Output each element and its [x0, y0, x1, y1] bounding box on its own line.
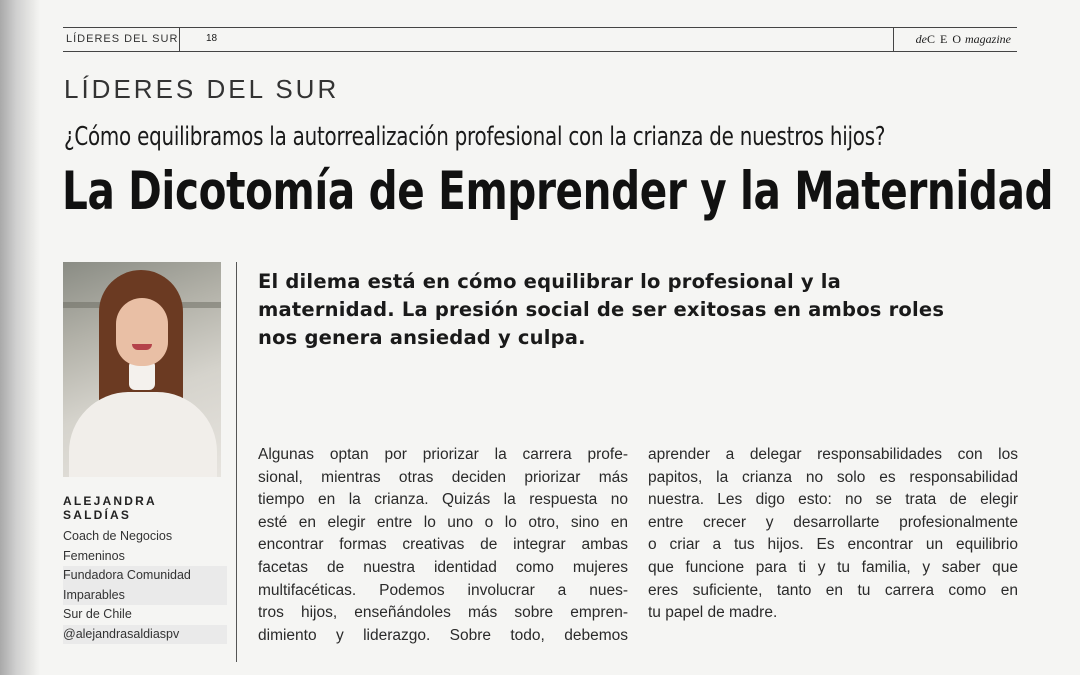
- article-subtitle: ¿Cómo equilibramos la autorrealización profesional con la crianza de nuestros hijos?: [64, 122, 886, 152]
- author-organization: Fundadora Comunidad: [63, 566, 227, 586]
- lede-line: maternidad. La presión social de ser exitosas en ambos roles: [258, 298, 945, 321]
- body-line: tros hijos, enseñándoles más sobre empren-: [258, 604, 628, 622]
- body-line: que funcione para ti y tu familia, y saber que: [648, 558, 1018, 576]
- body-line: papitos, la crianza no solo es responsabilidad: [648, 468, 1018, 486]
- body-line: entre crecer y desarrollarte profesionalmente: [648, 513, 1018, 531]
- body-line: aprender a delegar responsabilidades con los: [648, 446, 1018, 463]
- body-line: dimiento y liderazgo. Sobre todo, debemos: [258, 626, 628, 644]
- body-line: tu papel de madre.: [648, 604, 778, 622]
- author-role: Coach de Negocios: [63, 529, 173, 543]
- page-gutter-shadow: [0, 0, 40, 675]
- magazine-ceo: C E O: [927, 32, 962, 46]
- author-name: ALEJANDRA SALDÍAS: [63, 494, 157, 522]
- article-lede: [258, 268, 1018, 352]
- photo-smile: [132, 344, 152, 350]
- photo-face: [116, 298, 168, 366]
- magazine-prefix: de: [915, 32, 927, 46]
- header-divider: [179, 28, 180, 51]
- running-header-section: LÍDERES DEL SUR: [66, 33, 179, 45]
- author-bio: [63, 494, 227, 644]
- header-divider: [893, 28, 894, 51]
- author-organization: Imparables: [63, 586, 227, 606]
- magazine-logo: [916, 32, 1011, 47]
- magazine-suffix: magazine: [962, 32, 1011, 46]
- body-line: encontrar formas creativas de integrar ambas: [258, 536, 628, 554]
- body-line: esté en elegir entre lo uno o lo otro, sino en: [258, 513, 628, 531]
- body-line: eres suficiente, tanto en tu carrera como en: [648, 581, 1018, 599]
- body-column-1: [258, 444, 628, 647]
- body-line: Algunas optan por priorizar la carrera profe-: [258, 446, 628, 463]
- lede-line: nos genera ansiedad y culpa.: [258, 326, 586, 349]
- photo-sweater: [69, 392, 217, 477]
- body-column-2: [648, 444, 1018, 625]
- body-line: sional, mientras otras deciden priorizar más: [258, 468, 628, 486]
- body-line: multifacéticas. Podemos involucrar a nues-: [258, 581, 628, 599]
- author-handle[interactable]: @alejandrasaldiaspv: [63, 625, 227, 645]
- author-photo: [63, 262, 221, 477]
- author-location: Sur de Chile: [63, 607, 132, 621]
- lede-line: El dilema está en cómo equilibrar lo profesional y la: [258, 270, 842, 293]
- author-role: Femeninos: [63, 548, 125, 563]
- body-line: o criar a tus hijos. Es encontrar un equilibrio: [648, 536, 1018, 554]
- body-line: nuestra. Les digo esto: no se trata de elegir: [648, 491, 1018, 509]
- page-number: 18: [206, 33, 218, 44]
- article-title: La Dicotomía de Emprender y la Maternidad: [62, 161, 1054, 222]
- body-line: facetas de nuestra identidad como mujeres: [258, 558, 628, 576]
- column-rule: [236, 262, 237, 662]
- body-line: tiempo en la crianza. Quizás la respuesta no: [258, 491, 628, 509]
- section-kicker: LÍDERES DEL SUR: [64, 74, 340, 104]
- running-header: [63, 27, 1017, 52]
